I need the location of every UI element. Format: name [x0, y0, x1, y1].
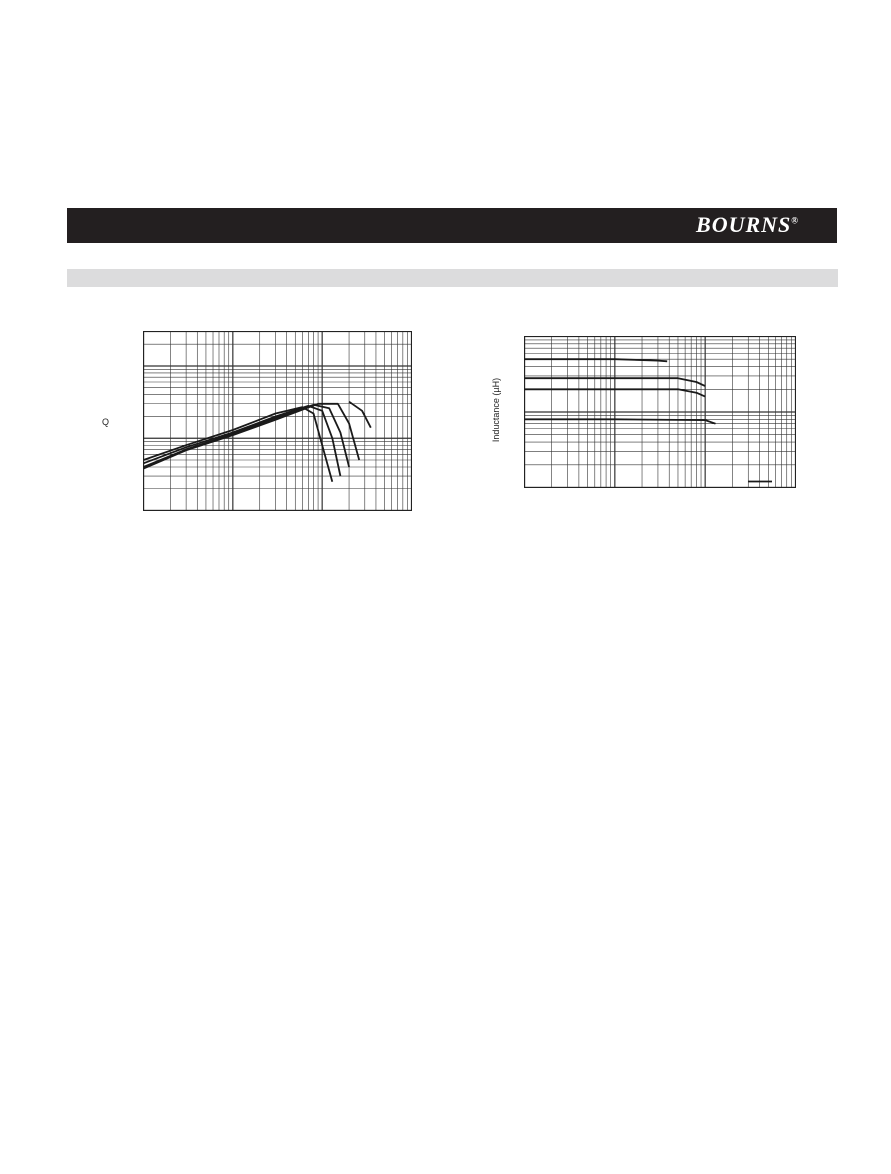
- section-title-bar: [67, 269, 838, 287]
- logo-text: BOURNS: [696, 212, 792, 237]
- inductance-vs-frequency-chart: [524, 336, 796, 488]
- bourns-logo: [696, 212, 799, 238]
- q-vs-frequency-chart: [143, 331, 412, 511]
- q-chart-y-axis-label: Q: [102, 417, 110, 427]
- header-bar: [67, 208, 837, 243]
- q-chart-series-line-5: [349, 402, 371, 428]
- q-chart-series-line-1: [144, 407, 333, 482]
- inductance-chart-series-line-1: [525, 359, 668, 361]
- inductance-chart-y-axis-label: Inductance (µH): [491, 377, 501, 443]
- logo-registered-mark: ®: [791, 215, 799, 226]
- q-chart-grid: [143, 331, 412, 511]
- inductance-chart-series-line-4: [525, 419, 716, 423]
- q-chart-frame: [144, 332, 412, 511]
